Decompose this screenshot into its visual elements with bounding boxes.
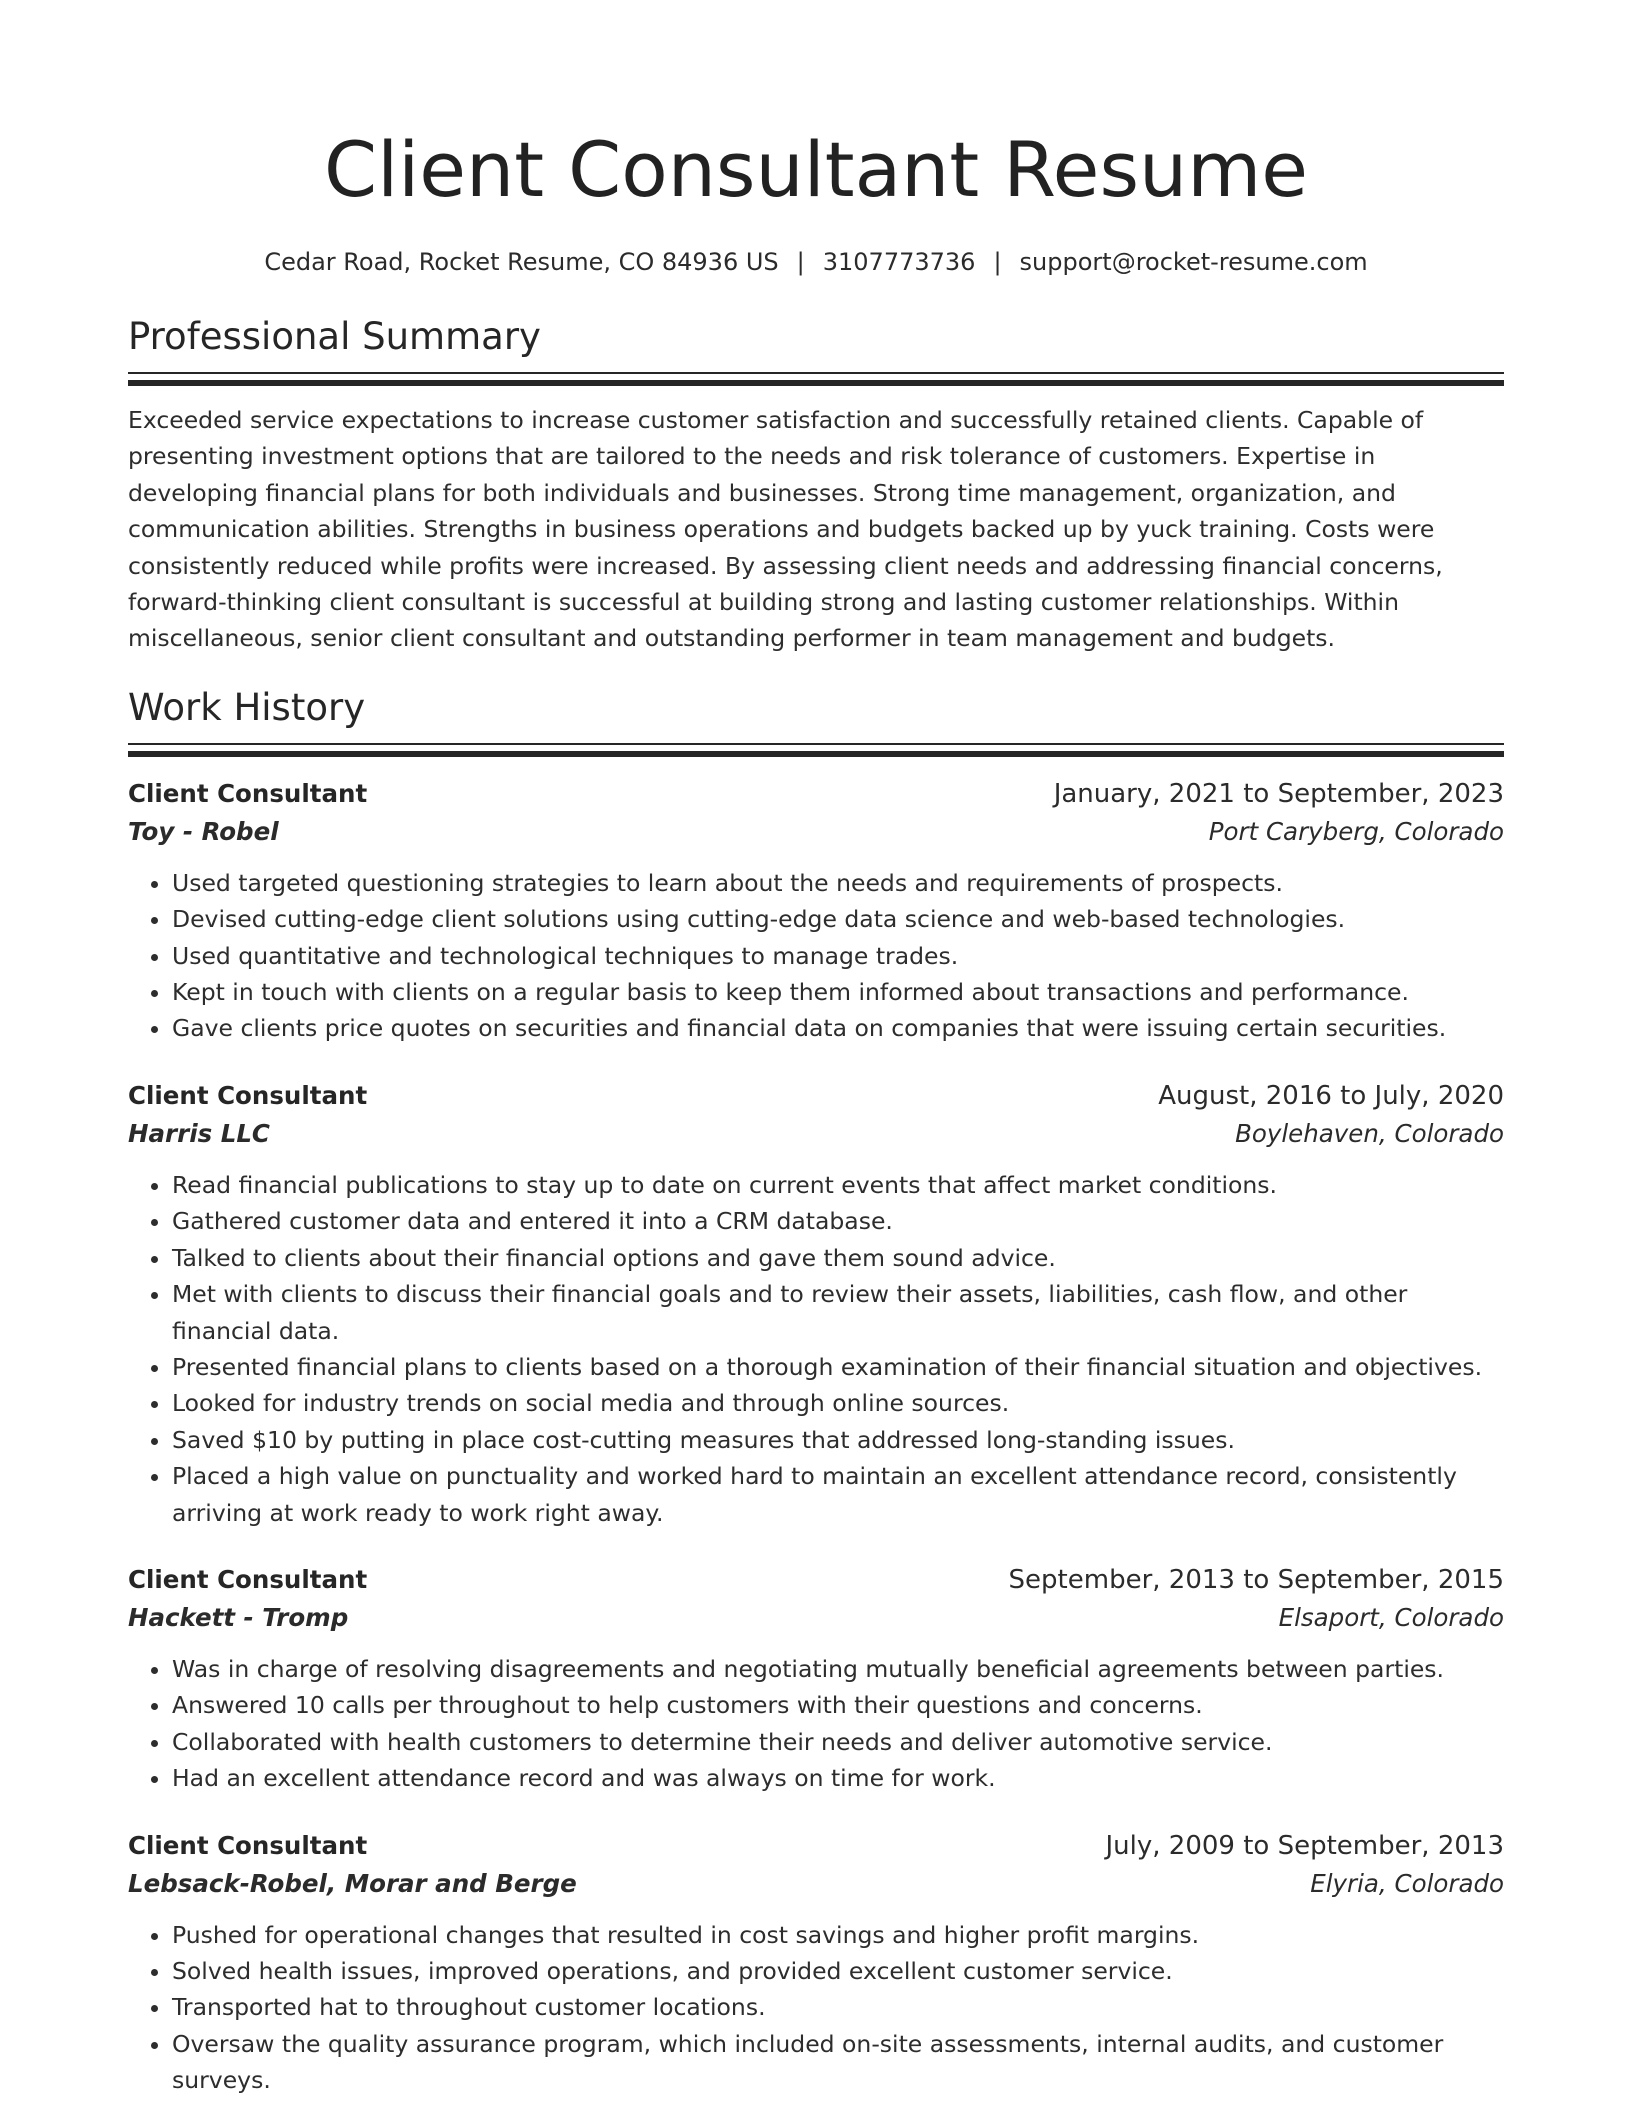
job-dates: September, 2013 to September, 2015: [1008, 1564, 1504, 1595]
job-bullet: • Gave clients price quotes on securities and financial data on companies that were issuing certain securities.: [172, 1010, 1504, 1046]
job-entry: [128, 1561, 1504, 1797]
job-location: Elyria, Colorado: [1310, 1868, 1504, 1898]
contact-address: Cedar Road, Rocket Resume, CO 84936 US: [264, 248, 779, 276]
job-header-row: [128, 1827, 1504, 1865]
job-bullet: • Met with clients to discuss their financial goals and to review their assets, liabilities, cash flow, and other financial data.: [172, 1276, 1504, 1349]
job-bullet: • Read financial publications to stay up to date on current events that affect market conditions.: [172, 1167, 1504, 1203]
job-header-row: [128, 1561, 1504, 1599]
job-bullet: • Saved $10 by putting in place cost-cutting measures that addressed long-standing issues.: [172, 1422, 1504, 1458]
summary-section: [128, 314, 1504, 657]
contact-email: support@rocket-resume.com: [1019, 248, 1368, 276]
work-history-heading: Work History: [128, 685, 366, 729]
job-title: Client Consultant: [128, 778, 368, 808]
job-company: Toy - Robel: [128, 816, 279, 846]
job-subheader-row: [128, 1599, 1504, 1637]
job-subheader-row: [128, 813, 1504, 851]
job-entry: [128, 1827, 1504, 2099]
job-bullet: • Used quantitative and technological techniques to manage trades.: [172, 938, 1504, 974]
contact-separator: |: [993, 248, 1002, 276]
job-bullet: • Presented financial plans to clients based on a thorough examination of their financial situation and objectives.: [172, 1349, 1504, 1385]
summary-heading: Professional Summary: [128, 315, 541, 358]
job-bullet: • Used targeted questioning strategies to learn about the needs and requirements of prospects.: [172, 865, 1504, 901]
job-title: Client Consultant: [128, 1564, 368, 1594]
summary-text: Exceeded service expectations to increase customer satisfaction and successfully retained clients. Capable of presenting investment options that are tailored to the needs and risk tolerance of customers. Expertise in developing financial plans for both individuals and businesses. Strong time management, organization, and communication abilities. Strengths in business operations and budgets backed up by yuck training. Costs were consistently reduced while profits were increased. By assessing client needs and addressing financial concerns, forward-thinking client consultant is successful at building strong and lasting customer relationships. Within miscellaneous, senior client consultant and outstanding performer in team management and budgets.: [128, 406, 1443, 653]
job-dates: July, 2009 to September, 2013: [1105, 1830, 1504, 1861]
job-list: [128, 775, 1504, 2099]
job-company: Harris LLC: [128, 1118, 270, 1148]
job-bullet: • Had an excellent attendance record and was always on time for work.: [172, 1760, 1504, 1796]
section-divider: [128, 743, 1504, 745]
job-dates: January, 2021 to September, 2023: [1053, 778, 1504, 809]
job-bullet: • Kept in touch with clients on a regular basis to keep them informed about transactions and performance.: [172, 974, 1504, 1010]
job-location: Port Caryberg, Colorado: [1208, 816, 1504, 846]
job-subheader-row: [128, 1865, 1504, 1903]
job-bullet: • Pushed for operational changes that resulted in cost savings and higher profit margins.: [172, 1917, 1504, 1953]
job-title: Client Consultant: [128, 1080, 368, 1110]
section-divider: [128, 372, 1504, 374]
job-title: Client Consultant: [128, 1830, 368, 1860]
job-dates: August, 2016 to July, 2020: [1158, 1080, 1504, 1111]
job-header-row: [128, 775, 1504, 813]
job-bullet: • Placed a high value on punctuality and worked hard to maintain an excellent attendance record, consistently arriving at work ready to work right away.: [172, 1458, 1504, 1531]
job-bullet: • Looked for industry trends on social media and through online sources.: [172, 1385, 1504, 1421]
job-bullet-list: [128, 1651, 1504, 1797]
job-bullet: • Gathered customer data and entered it into a CRM database.: [172, 1203, 1504, 1239]
work-history-section: [128, 685, 1504, 2099]
contact-line: [128, 246, 1504, 278]
job-bullet: • Was in charge of resolving disagreements and negotiating mutually beneficial agreements between parties.: [172, 1651, 1504, 1687]
job-bullet-list: [128, 1167, 1504, 1531]
contact-phone: 3107773736: [822, 248, 976, 276]
resume-title: Client Consultant Resume: [324, 125, 1308, 214]
job-company: Hackett - Tromp: [128, 1602, 349, 1632]
job-bullet: • Devised cutting-edge client solutions using cutting-edge data science and web-based technologies.: [172, 901, 1504, 937]
job-bullet: • Collaborated with health customers to determine their needs and deliver automotive service.: [172, 1724, 1504, 1760]
job-bullet-list: [128, 1917, 1504, 2099]
resume-page: [128, 0, 1504, 2099]
job-bullet: • Oversaw the quality assurance program, which included on-site assessments, internal audits, and customer surveys.: [172, 2026, 1504, 2099]
job-bullet: • Answered 10 calls per throughout to help customers with their questions and concerns.: [172, 1687, 1504, 1723]
job-header-row: [128, 1077, 1504, 1115]
job-location: Boylehaven, Colorado: [1235, 1118, 1504, 1148]
job-bullet: • Talked to clients about their financial options and gave them sound advice.: [172, 1240, 1504, 1276]
job-bullet-list: [128, 865, 1504, 1047]
job-subheader-row: [128, 1115, 1504, 1153]
job-bullet: • Solved health issues, improved operations, and provided excellent customer service.: [172, 1953, 1504, 1989]
job-entry: [128, 775, 1504, 1047]
job-entry: [128, 1077, 1504, 1531]
job-company: Lebsack-Robel, Morar and Berge: [128, 1868, 577, 1898]
job-bullet: • Transported hat to throughout customer locations.: [172, 1989, 1504, 2025]
job-location: Elsaport, Colorado: [1278, 1602, 1504, 1632]
contact-separator: |: [796, 248, 805, 276]
